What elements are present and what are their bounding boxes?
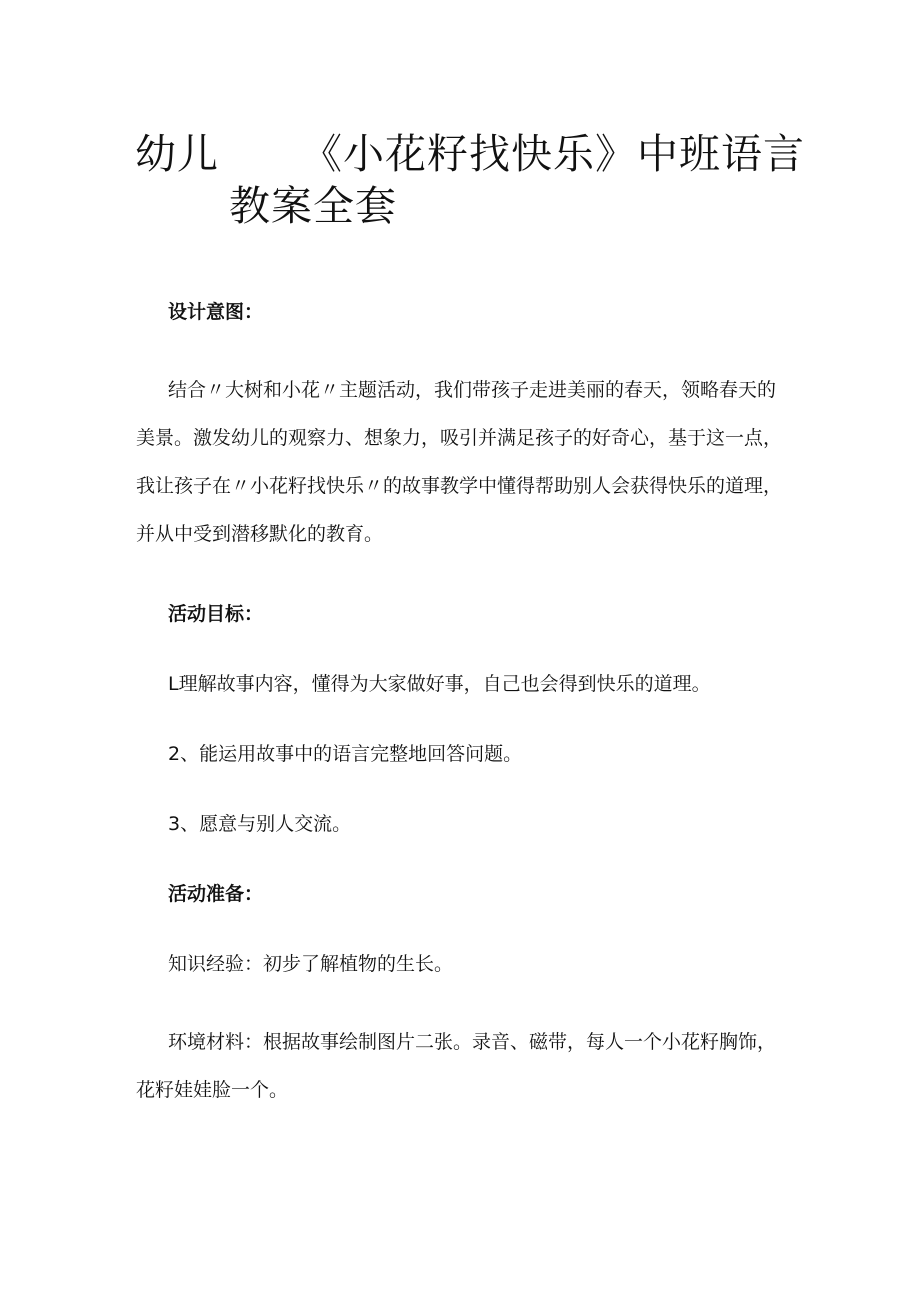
design-intent-paragraph xyxy=(136,366,788,558)
preparation-materials-paragraph xyxy=(136,1018,788,1114)
section-heading-design-intent: 设计意图： xyxy=(168,301,264,323)
goal-item-3: 3、愿意与别人交流。 xyxy=(168,813,352,835)
design-intent-text: 结合〃大树和小花〃主题活动，我们带孩子走进美丽的春天，领略春天的美景。激发幼儿的观察力、想象力，吸引并满足孩子的好奇心，基于这一点，我让孩子在〃小花籽找快乐〃的故事教学中懂得帮助别人会获得快乐的道理，并从中受到潜移默化的教育。 xyxy=(136,379,783,545)
title-line-1 xyxy=(135,128,805,180)
preparation-materials-text: 环境材料：根据故事绘制图片二张。录音、磁带，每人一个小花籽胸饰，花籽娃娃脸一个。 xyxy=(136,1031,777,1101)
title-part-1: 幼儿 xyxy=(135,130,219,178)
document-body xyxy=(136,296,788,1114)
preparation-knowledge: 知识经验：初步了解植物的生长。 xyxy=(168,953,454,975)
document-title xyxy=(135,128,805,232)
goal-item-1: L理解故事内容，懂得为大家做好事，自己也会得到快乐的道理。 xyxy=(168,673,711,695)
title-part-2: 《小花籽找快乐》中班语言 xyxy=(301,130,805,178)
section-heading-preparation: 活动准备： xyxy=(168,883,264,905)
section-heading-goals: 活动目标： xyxy=(168,603,264,625)
title-line-2: 教案全套 xyxy=(229,182,397,230)
goal-item-2: 2、能运用故事中的语言完整地回答问题。 xyxy=(168,743,523,765)
